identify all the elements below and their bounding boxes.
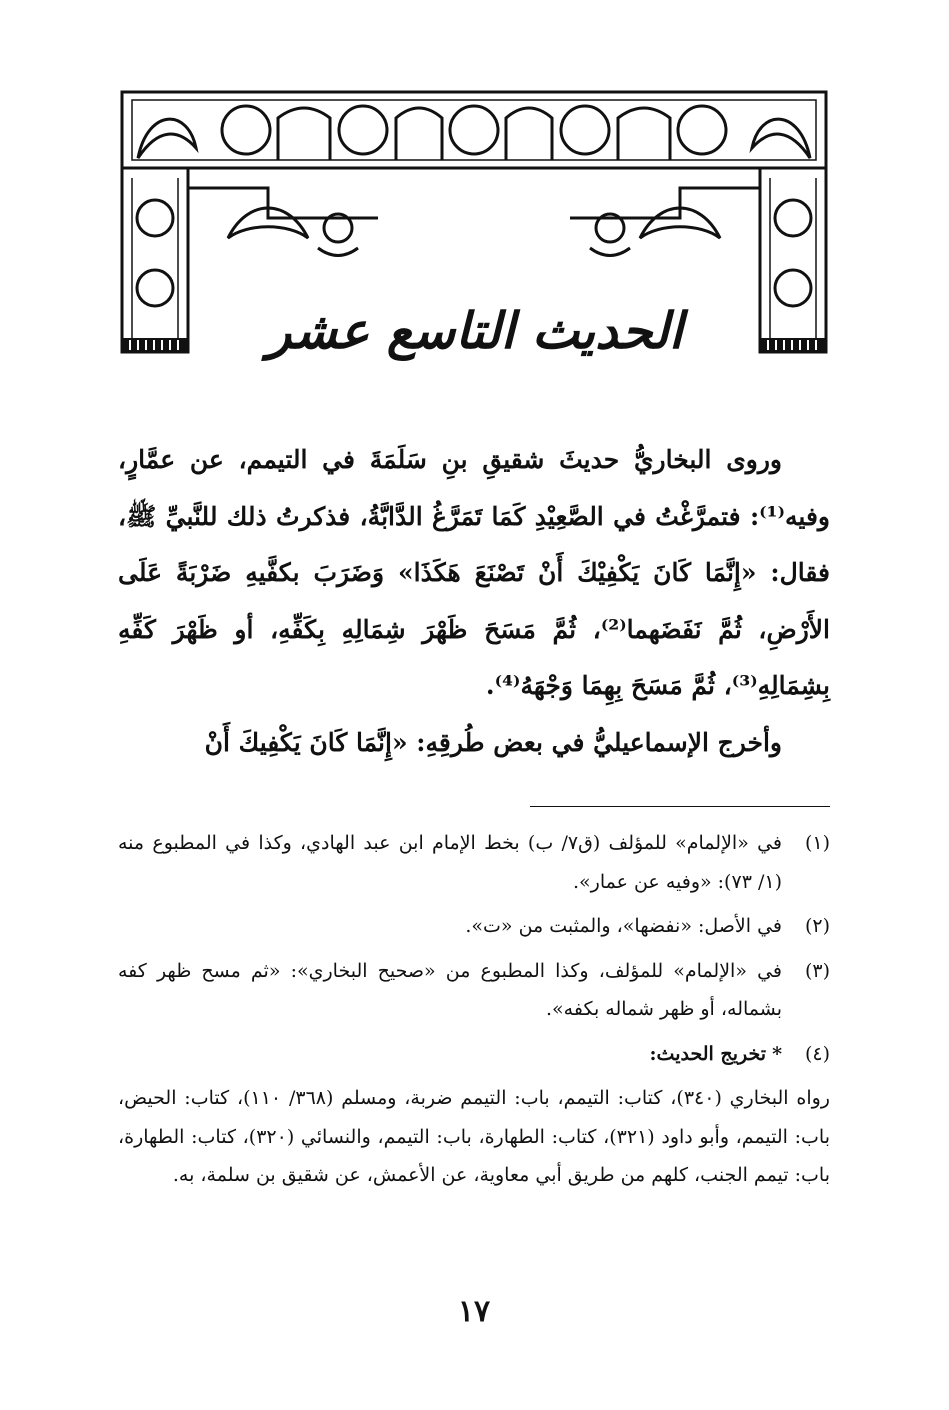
- footnote-number: (٣): [804, 959, 830, 982]
- chapter-heading: الحديث التاسع عشر: [267, 301, 683, 360]
- takhrij-text: رواه البخاري (٣٤٠)، كتاب: التيمم، باب: التيمم ضربة، ومسلم (٣٦٨/ ١١٠)، كتاب: الحيض، باب: التيمم، وأبو داود (٣٢١)، كتاب: الطهارة، باب: التيمم، والنسائي (٣٢٠)، كتاب: الطهارة، باب: تيمم الجنب، كلهم من طريق أبي معاوية، عن الأعمش، عن شقيق بن سلمة، به.: [118, 1087, 830, 1186]
- footnote-text: في «الإلمام» للمؤلف (ق٧/ ب) بخط الإمام ابن عبد الهادي، وكذا في المطبوع منه (١/ ٧٣): «وفيه عن عمار».: [118, 832, 783, 893]
- footnote-4: [118, 1035, 830, 1074]
- footnote-text: في الأصل: «نفضها»، والمثبت من «ت».: [465, 915, 782, 937]
- footnote-1: [118, 824, 830, 901]
- takhrij-heading: تخريج الحديث:: [649, 1042, 767, 1065]
- footnotes: [118, 824, 830, 1195]
- footnote-2: [118, 907, 830, 946]
- paragraph-1: وروى البخاريُّ حديثَ شقيقِ بنِ سَلَمَةَ في التيمم، عن عمَّارٍ، وفيه⁽¹⁾: فتمرَّغْتُ في الصَّعِيْدِ كَمَا تَمَرَّغُ الدَّابَّةُ، فذكرتُ ذلك للنَّبيِّ ﷺ، فقال: «إِنَّمَا كَانَ يَكْفِيْكَ أَنْ تَصْنَعَ هَكَذَا» وَضَرَبَ بكفَّيهِ ضَرْبَةً عَلَى الأَرْضِ، ثُمَّ نَفَضَهما⁽²⁾، ثُمَّ مَسَحَ ظَهْرَ شِمَالِهِ بِكَفِّهِ، أو ظَهْرَ كَفِّهِ بِشِمَالِهِ⁽³⁾، ثُمَّ مَسَحَ بِهِمَا وَجْهَهُ⁽⁴⁾.: [118, 445, 830, 700]
- footnote-heading-line: [118, 1035, 782, 1074]
- paragraph-2: وأخرج الإسماعيليُّ في بعض طُرقِهِ: «إِنَّمَا كَانَ يَكْفِيكَ أَنْ: [204, 727, 782, 757]
- main-text: [118, 432, 830, 771]
- footnote-number: (١): [804, 832, 830, 854]
- star-icon: *: [772, 1042, 782, 1065]
- footnote-3: [118, 952, 830, 1029]
- footnote-separator: [530, 806, 830, 807]
- page-number: ١٧: [457, 1294, 491, 1329]
- footnote-number: (٤): [804, 1042, 830, 1065]
- footnote-number: (٢): [804, 915, 830, 937]
- footnote-text: في «الإلمام» للمؤلف، وكذا المطبوع من «صحيح البخاري»: «ثم مسح ظهر كفه بشماله، أو ظهر شماله بكفه».: [118, 959, 782, 1020]
